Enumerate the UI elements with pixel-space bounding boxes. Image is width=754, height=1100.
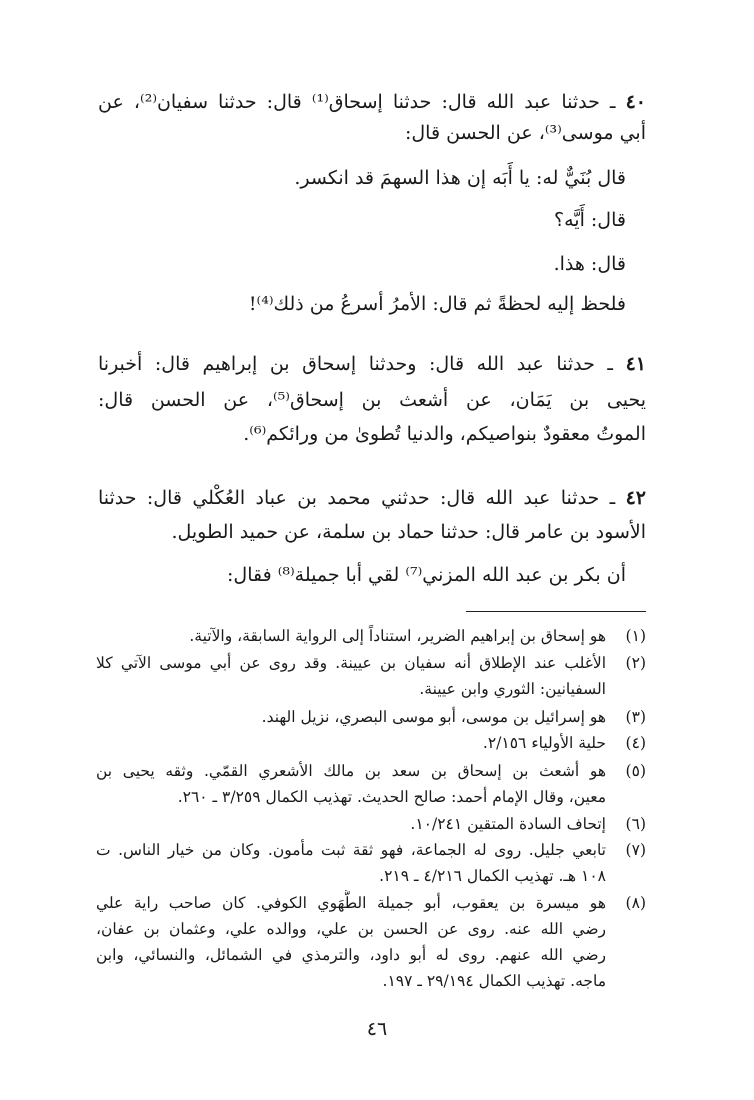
footnote-number: (٥) xyxy=(625,762,646,780)
footnote-7: (٧) تابعي جليل. روى له الجماعة، فهو ثقة ثبت مأمون. وكان من خيار الناس. ت ١٠٨ هـ. تهذيب الكمال ٤/٢١٦ ـ ٢١٩. xyxy=(96,837,646,889)
entry-40-line-4: قال: أَيَّه؟ xyxy=(554,209,626,231)
footnote-8: (٨) هو ميسرة بن يعقوب، أبو جميلة الطُّهَوي الكوفي. كان صاحب راية علي رضي الله عنه. روى عن الحسن بن علي، ووالده علي، وعثمان بن عفان، رضي الله عنهم. روى له أبو داود، والترمذي في الشمائل، والنسائي، وابن ماجه. تهذيب الكمال ٢٩/١٩٤ ـ ١٩٧. xyxy=(96,890,646,994)
footnote-number: (٢) xyxy=(625,654,646,672)
footnote-divider xyxy=(466,611,646,612)
entry-number: ٤٢ xyxy=(625,487,646,509)
footnote-5: (٥) هو أشعث بن إسحاق بن سعد بن مالك الأشعري القمّي. وثقه يحيى بن معين، وقال الإمام أحمد: صالح الحديث. تهذيب الكمال ٣/٢٥٩ ـ ٢٦٠. xyxy=(96,758,646,810)
entry-41-line-3: الموتُ معقودٌ بنواصيكم، والدنيا تُطوىٰ من ورائكم⁽⁶⁾. xyxy=(243,423,646,445)
page-number: ٤٦ xyxy=(366,1018,388,1040)
entry-41-line-2: يحيى بن يَمَان، عن أشعث بن إسحاق⁽⁵⁾، عن الحسن قال: xyxy=(98,389,646,411)
entry-number: ٤٠ xyxy=(625,91,647,113)
entry-40-line-2: أبي موسى⁽³⁾، عن الحسن قال: xyxy=(404,122,646,144)
footnote-2: (٢) الأغلب عند الإطلاق أنه سفيان بن عيينة. وقد روى عن أبي موسى الآتي كلا السفيانين: الثوري وابن عيينة. xyxy=(96,650,646,702)
entry-number: ٤١ xyxy=(625,353,646,375)
entry-42-line-3: أن بكر بن عبد الله المزني⁽⁷⁾ لقي أبا جميلة⁽⁸⁾ فقال: xyxy=(226,564,626,586)
entry-41-line-1: ٤١ ـ حدثنا عبد الله قال: وحدثنا إسحاق بن إبراهيم قال: أخبرنا xyxy=(98,353,646,375)
footnote-number: (٨) xyxy=(625,894,646,912)
footnote-6: (٦) إتحاف السادة المتقين ١٠/٢٤١. xyxy=(96,811,646,837)
footnote-number: (٦) xyxy=(625,815,646,833)
footnote-number: (١) xyxy=(625,627,646,645)
footnote-1: (١) هو إسحاق بن إبراهيم الضرير، استناداً إلى الرواية السابقة، والآتية. xyxy=(96,623,646,649)
footnote-4: (٤) حلية الأولياء ٢/١٥٦. xyxy=(96,730,646,756)
entry-42-line-1: ٤٢ ـ حدثنا عبد الله قال: حدثني محمد بن عباد العُكْلي قال: حدثنا xyxy=(98,487,646,509)
entry-40-line-3: قال بُنَيٌّ له: يا أَبَه إن هذا السهمَ قد انكسر. xyxy=(294,167,626,189)
entry-40-line-5: قال: هذا. xyxy=(553,253,626,275)
footnote-number: (٣) xyxy=(625,708,646,726)
entry-42-line-2: الأسود بن عامر قال: حدثنا حماد بن سلمة، عن حميد الطويل. xyxy=(171,521,646,543)
entry-40-line-1: ٤٠ ـ حدثنا عبد الله قال: حدثنا إسحاق⁽¹⁾ قال: حدثنا سفيان⁽²⁾، عن xyxy=(98,91,647,113)
footnote-number: (٧) xyxy=(625,841,646,859)
footnote-3: (٣) هو إسرائيل بن موسى، أبو موسى البصري، نزيل الهند. xyxy=(96,704,646,730)
footnote-number: (٤) xyxy=(625,734,646,752)
entry-40-line-6: فلحظ إليه لحظةً ثم قال: الأمرُ أسرعُ من ذلك⁽⁴⁾! xyxy=(248,293,626,315)
